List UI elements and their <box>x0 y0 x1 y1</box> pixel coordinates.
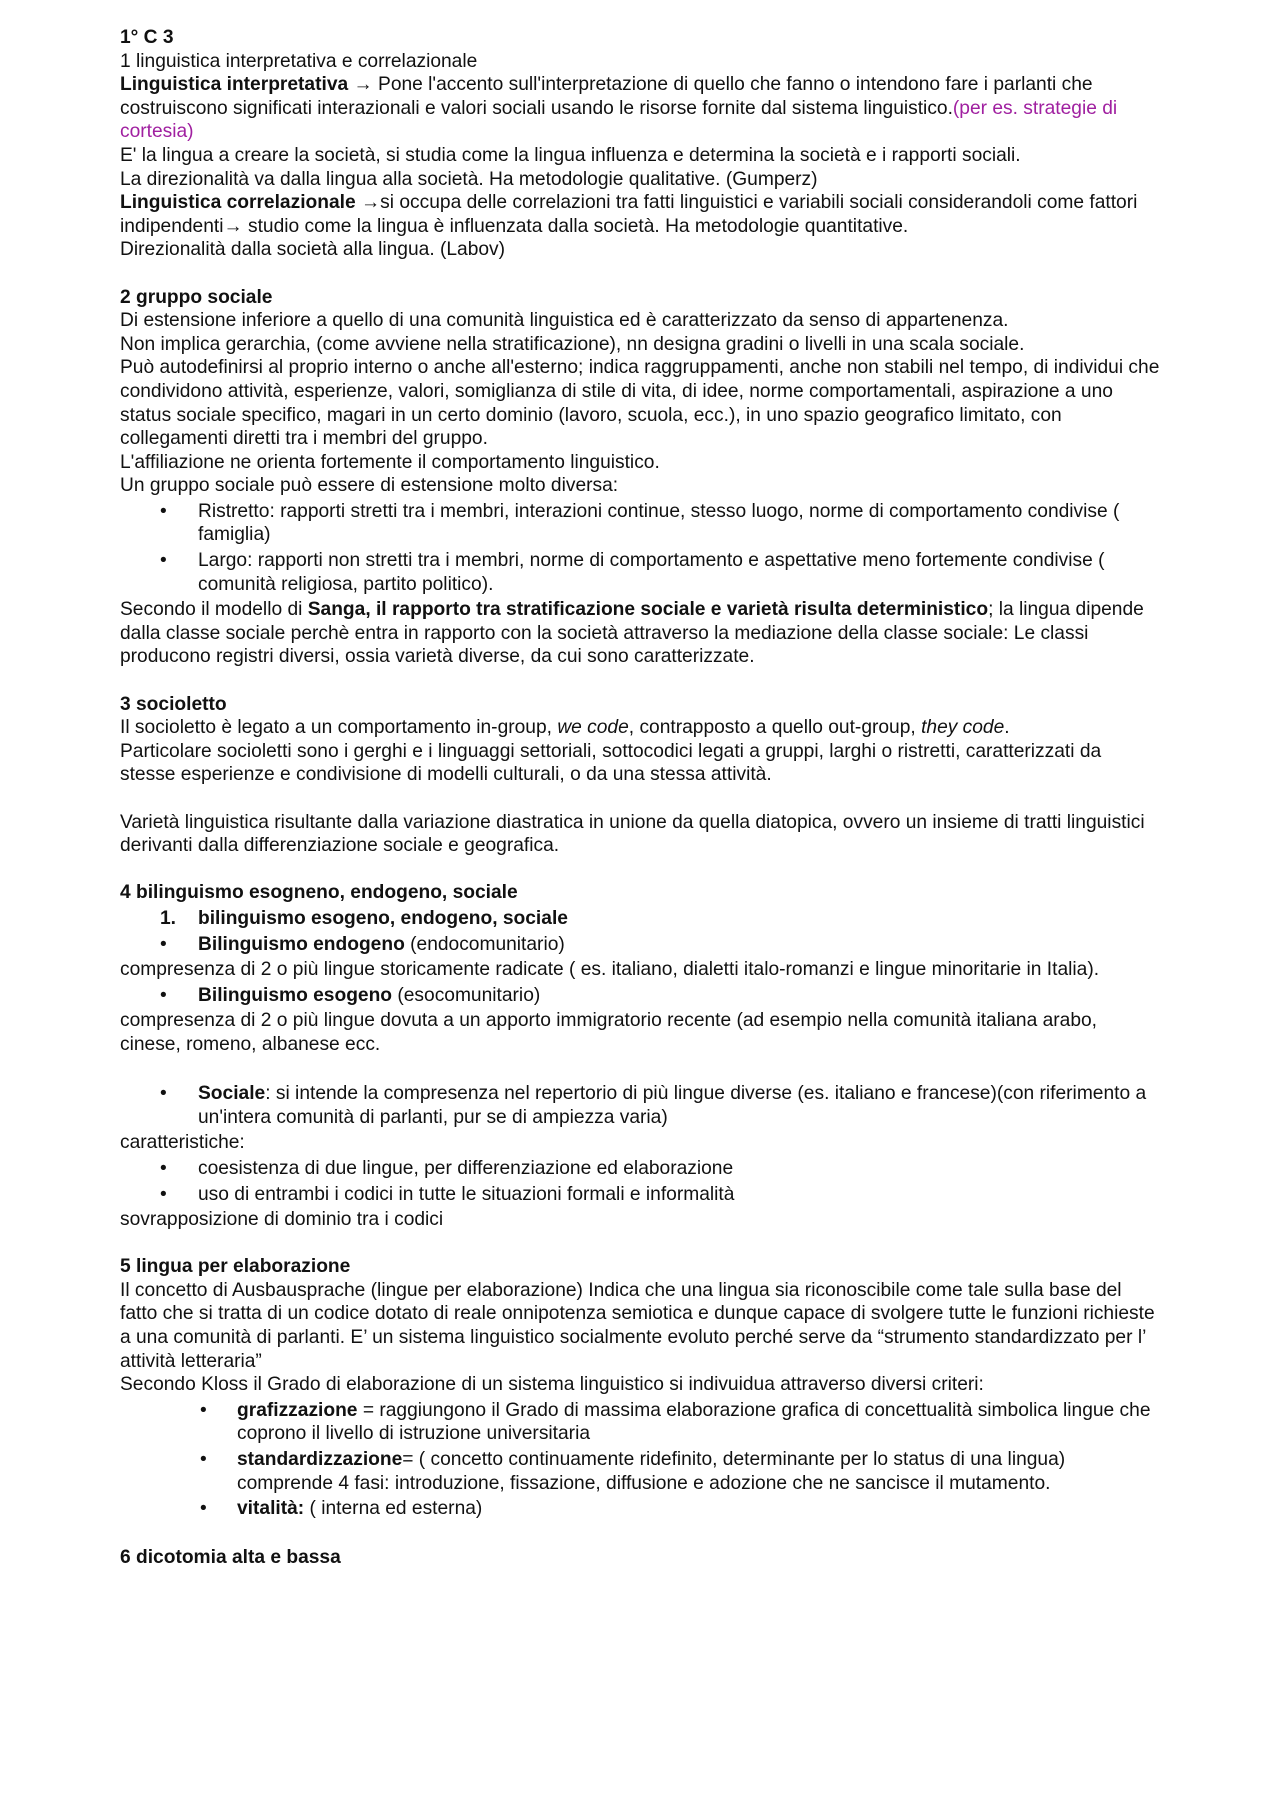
we-code-italic: we code <box>557 717 629 739</box>
section-1-para-4 <box>120 191 1160 238</box>
number-marker: 1. <box>160 907 177 929</box>
section-3-para-2: Particolare socioletti sono i gerghi e i linguaggi settoriali, sottocodici legati a gruppi, larghi o ristretti, caratterizzati da stesse esperienze e condivisione di modelli culturali, o da una stessa attività. <box>120 740 1102 786</box>
list-item <box>120 984 1160 1008</box>
section-6 <box>120 1546 1160 1570</box>
group-types-list <box>120 500 1160 596</box>
term-grafizzazione: grafizzazione <box>237 1399 358 1421</box>
section-2 <box>120 286 1160 670</box>
term-interpretativa: Linguistica interpretativa <box>120 74 349 96</box>
section-1 <box>120 50 1160 262</box>
sanga-model-bold: Sanga, il rapporto tra stratificazione sociale e varietà risulta deterministico <box>307 599 989 621</box>
endogeno-description: compresenza di 2 o più lingue storicamente radicate ( es. italiano, dialetti italo-romanzi e lingue minoritarie in Italia). <box>120 959 1100 981</box>
kloss-criteria-list <box>120 1399 1160 1521</box>
section-2-para-6 <box>120 598 1160 669</box>
list-item: • Ristretto: rapporti stretti tra i membri, interazioni continue, stesso luogo, norme di comportamento condivise ( famiglia) <box>120 500 1160 547</box>
term-correlazionale: Linguistica correlazionale <box>120 192 356 214</box>
para-text: = ( concetto continuamente ridefinito, determinante per lo status di una lingua) <box>402 1449 1066 1471</box>
section-2-para-5: Un gruppo sociale può essere di estensione molto diversa: <box>120 475 619 497</box>
section-4 <box>120 881 1160 1231</box>
term-endogeno: Bilinguismo endogeno <box>198 933 405 955</box>
para-text: ; la lingua dipende dalla classe sociale perchè entra in rapporto con la società attraverso la mediazione della classe sociale: Le classi producono registri diversi, ossia varietà diverse, da cui sono caratterizzate. <box>120 599 1144 668</box>
list-item <box>120 933 1160 957</box>
section-2-para-2: Non implica gerarchia, (come avviene nella stratificazione), nn designa gradini o livelli in una scala sociale. <box>120 333 1025 355</box>
para-text: . <box>1004 717 1010 739</box>
section-1-para-3: La direzionalità va dalla lingua alla società. Ha metodologie qualitative. (Gumperz) <box>120 168 818 190</box>
section-2-para-4: L'affiliazione ne orienta fortemente il comportamento linguistico. <box>120 451 660 473</box>
para-text: : si intende la compresenza nel repertorio di più lingue diverse (es. italiano e francese)(con riferimento a un'intera comunità di parlanti, pur se di ampiezza varia) <box>198 1083 1147 1128</box>
para-text: (endocomunitario) <box>404 933 565 955</box>
highlight-note: (per es. strategie di cortesia) <box>120 97 1118 143</box>
term-standardizzazione: standardizzazione <box>237 1449 403 1471</box>
list-item <box>120 1448 1160 1495</box>
document-header: 1° C 3 <box>120 27 174 48</box>
esogeno-description: compresenza di 2 o più lingue dovuta a un apporto immigratorio recente (ad esempio nella comunità italiana arabo, cinese, romeno, albanese ecc. <box>120 1010 1098 1055</box>
section-1-para-5: Direzionalità dalla società alla lingua. (Labov) <box>120 239 506 261</box>
section-3-title: 3 socioletto <box>120 693 227 715</box>
para-text: ( interna ed esterna) <box>304 1498 483 1520</box>
para-text: → Pone l'accento sull'interpretazione di quello che fanno o intendono fare i parlanti che costruiscono significati interazionali e valori sociali usando le risorse fornite dal sistema linguistico. <box>120 74 1093 119</box>
para-text: , contrapposto a quello out-group, <box>628 717 922 739</box>
term-sociale: Sociale <box>198 1083 266 1105</box>
section-6-title: 6 dicotomia alta e bassa <box>120 1547 341 1569</box>
section-3-para-3: Varietà linguistica risultante dalla variazione diastratica in unione da quella diatopica, ovvero un insieme di tratti linguistici derivanti dalla differenziazione sociale e geografica. <box>120 811 1145 857</box>
para-text: (esocomunitario) <box>392 984 541 1006</box>
list-item <box>120 1399 1160 1446</box>
section-5-para-1: Il concetto di Ausbausprache (lingue per elaborazione) Indica che una lingua sia riconoscibile come tale sulla base del fatto che si tratta di un codice dotato di reale onnipotenza semiotica e dunque capace di svolgere tutte le funzioni richieste a una comunità di parlanti. E’ un sistema linguistico socialmente evoluto perché serve da “strumento standardizzato per l’ attività letteraria” <box>120 1279 1155 1372</box>
caratteristiche-label: caratteristiche: <box>120 1132 245 1154</box>
section-5 <box>120 1255 1160 1521</box>
section-5-para-2: Secondo Kloss il Grado di elaborazione di un sistema linguistico si indivuidua attraverso diversi criteri: <box>120 1374 984 1396</box>
section-4-closing: sovrapposizione di dominio tra i codici <box>120 1209 444 1231</box>
list-item <box>120 1082 1160 1129</box>
list-item: • coesistenza di due lingue, per differenziazione ed elaborazione <box>120 1157 1160 1181</box>
para-text: Secondo il modello di <box>120 599 308 621</box>
section-1-title: 1 linguistica interpretativa e correlazionale <box>120 50 478 72</box>
para-text: Il socioletto è legato a un comportamento in-group, <box>120 717 558 739</box>
esogeno-list <box>120 984 1160 1008</box>
section-1-para-1 <box>120 73 1160 144</box>
numbered-item-text: bilinguismo esogeno, endogeno, sociale <box>198 907 568 929</box>
numbered-item <box>120 907 1160 931</box>
they-code-italic: they code <box>921 717 1005 739</box>
section-2-title: 2 gruppo sociale <box>120 286 273 308</box>
section-3-para-1 <box>120 716 1160 740</box>
list-item <box>120 1497 1160 1521</box>
section-4-title: 4 bilinguismo esogneno, endogeno, sociale <box>120 882 518 904</box>
caratteristiche-list <box>120 1157 1160 1206</box>
para-text: = raggiungono il Grado di massima elaborazione grafica di concettualità simbolica lingue che coprono il livello di istruzione universitaria <box>237 1399 1151 1445</box>
section-1-para-2: E' la lingua a creare la società, si studia come la lingua influenza e determina la società e i rapporti sociali. <box>120 144 1021 166</box>
section-3 <box>120 693 1160 858</box>
para-text: →si occupa delle correlazioni tra fatti linguistici e variabili sociali considerandoli come fattori indipendenti→ studio come la lingua è influenzata dalla società. Ha metodologie quantitative. <box>120 192 1138 237</box>
section-2-para-1: Di estensione inferiore a quello di una comunità linguistica ed è caratterizzato da senso di appartenenza. <box>120 310 1009 332</box>
section-2-para-3: Può autodefinirsi al proprio interno o anche all'esterno; indica raggruppamenti, anche non stabili nel tempo, di individui che condividono attività, esperienze, valori, somiglianza di stile di vita, di idee, norme comportamentali, aspirazione a uno status sociale specifico, magari in un certo dominio (lavoro, scuola, ecc.), in uno spazio geografico limitato, con collegamenti diretti tra i membri del gruppo. <box>120 357 1160 450</box>
list-item: • uso di entrambi i codici in tutte le situazioni formali e informalità <box>120 1183 1160 1207</box>
term-esogeno: Bilinguismo esogeno <box>198 984 393 1006</box>
endogeno-list <box>120 933 1160 957</box>
para-text: comprende 4 fasi: introduzione, fissazione, diffusione e adozione che ne sancisce il mutamento. <box>237 1472 1051 1494</box>
list-item: • Largo: rapporti non stretti tra i membri, norme di comportamento e aspettative meno fortemente condivise ( comunità religiosa, partito politico). <box>120 549 1160 596</box>
sociale-list <box>120 1082 1160 1129</box>
section-5-title: 5 lingua per elaborazione <box>120 1256 351 1278</box>
term-vitalita: vitalità: <box>237 1498 305 1520</box>
